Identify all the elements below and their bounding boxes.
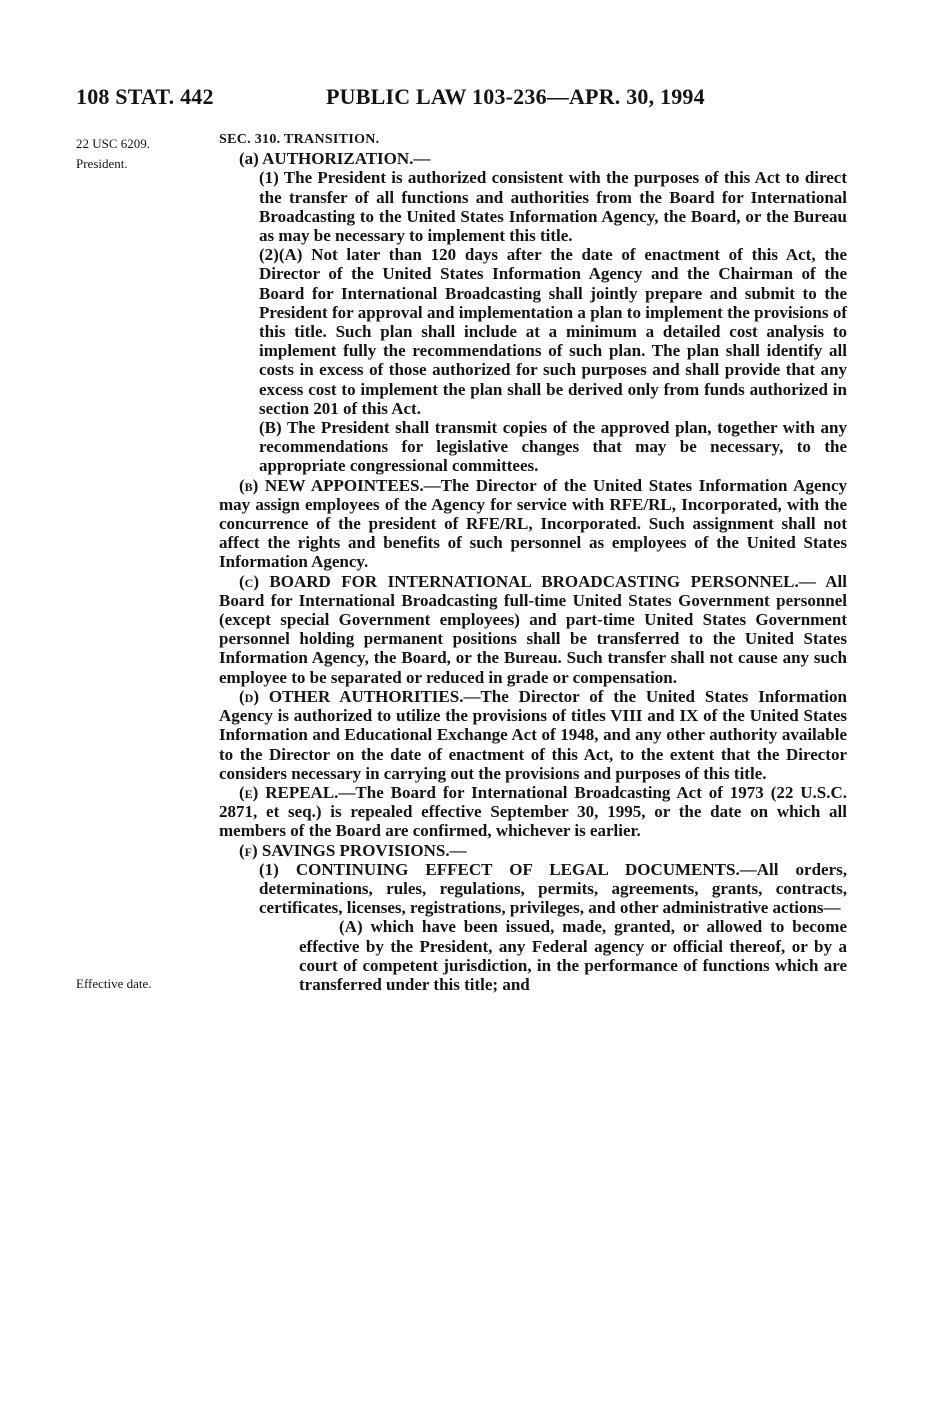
subsection-e-heading: (e) REPEAL.— (239, 782, 356, 802)
paragraph-a1: (1) The President is authorized consistent with the purposes of this Act to direct the transfer of all functions and authorities from the Board for International Broadcasting to the United States Information Agency, the Board, or the Bureau as may be necessary to implement this title. (259, 168, 847, 246)
running-header: PUBLIC LAW 103-236—APR. 30, 1994 (326, 84, 705, 109)
subsection-c (219, 572, 847, 687)
section-heading: SEC. 310. TRANSITION. (219, 132, 380, 147)
paragraph-f1A: (A) which have been issued, made, granted, or allowed to become effective by the President, any Federal agency or official thereof, or by a court of competent jurisdiction, in the performance of functions which are transferred under this title; and (299, 917, 847, 994)
subsection-e-text: The Board for International Broadcasting Act of 1973 (22 U.S.C. 2871, et seq.) is repealed effective September 30, 1995, or the date on which all members of the Board are confirmed, whichever is earlier. (219, 782, 847, 841)
subsection-f-heading (219, 841, 847, 860)
margin-note-president: President. (76, 156, 128, 171)
paragraph-a2A: (2)(A) Not later than 120 days after the date of enactment of this Act, the Director of the United States Information Agency and the Chairman of the Board for International Broadcasting shall jointly prepare and submit to the President for approval and implementation a plan to implement the provisions of this title. Such plan shall include at a minimum a detailed cost analysis to implement fully the recommendations of such plan. The plan shall identify all costs in excess of those authorized for such purposes and shall provide that any excess cost to implement the plan shall be derived only from funds authorized in section 201 of this Act. (259, 245, 847, 418)
margin-note-usc: 22 USC 6209. (76, 136, 151, 151)
paragraph-f1 (219, 860, 847, 918)
subsection-b-text: The Director of the United States Information Agency may assign employees of the Agency for service with RFE/RL, Incorporated, with the concurrence of the president of RFE/RL, Incorporated. Such assignment shall not affect the rights and benefits of such personnel as employees of the United States Information Agency. (219, 475, 847, 572)
subsection-c-heading: (c) BOARD FOR INTERNATIONAL BROADCASTING PERSONNEL.— (239, 571, 816, 591)
body-text (219, 130, 847, 994)
subsection-c-text: All Board for International Broadcasting full-time United States Government personnel (except special Government employees) and part-time United States Government personnel holding permanent positions shall be transferred to the United States Information Agency, the Board, or the Bureau. Such transfer shall not cause any such employee to be separated or reduced in grade or compensation. (219, 571, 848, 687)
subsection-d-heading: (d) OTHER AUTHORITIES.— (239, 686, 481, 706)
subsection-b-heading: (b) NEW APPOINTEES.— (239, 475, 441, 495)
subsection-e (219, 783, 847, 841)
subsection-b (219, 476, 847, 572)
subsection-d-text: The Director of the United States Information Agency is authorized to utilize the provisions of titles VIII and IX of the United States Information and Educational Exchange Act of 1948, and any other authority available to the Director on the date of enactment of this Act, to the extent that the Director considers necessary in carrying out the provisions and purposes of this title. (219, 686, 847, 783)
subsection-f-heading-text: (f) SAVINGS PROVISIONS.— (239, 840, 467, 860)
subsection-a-heading (219, 149, 847, 168)
subsection-a-heading-text: (a) AUTHORIZATION.— (239, 149, 431, 169)
subsection-d (219, 687, 847, 783)
paragraph-f1-heading: (1) CONTINUING EFFECT OF LEGAL DOCUMENTS.— (259, 859, 757, 879)
margin-note-effective-date: Effective date. (76, 976, 152, 991)
paragraph-f1-text: All orders, determinations, rules, regulations, permits, agreements, grants, contracts, certificates, licenses, registrations, privileges, and other administrative actions— (259, 859, 847, 918)
page-citation: 108 STAT. 442 (76, 84, 214, 109)
paragraph-a2B: (B) The President shall transmit copies of the approved plan, together with any recommendations for legislative changes that may be necessary, to the appropriate congressional committees. (259, 418, 847, 476)
